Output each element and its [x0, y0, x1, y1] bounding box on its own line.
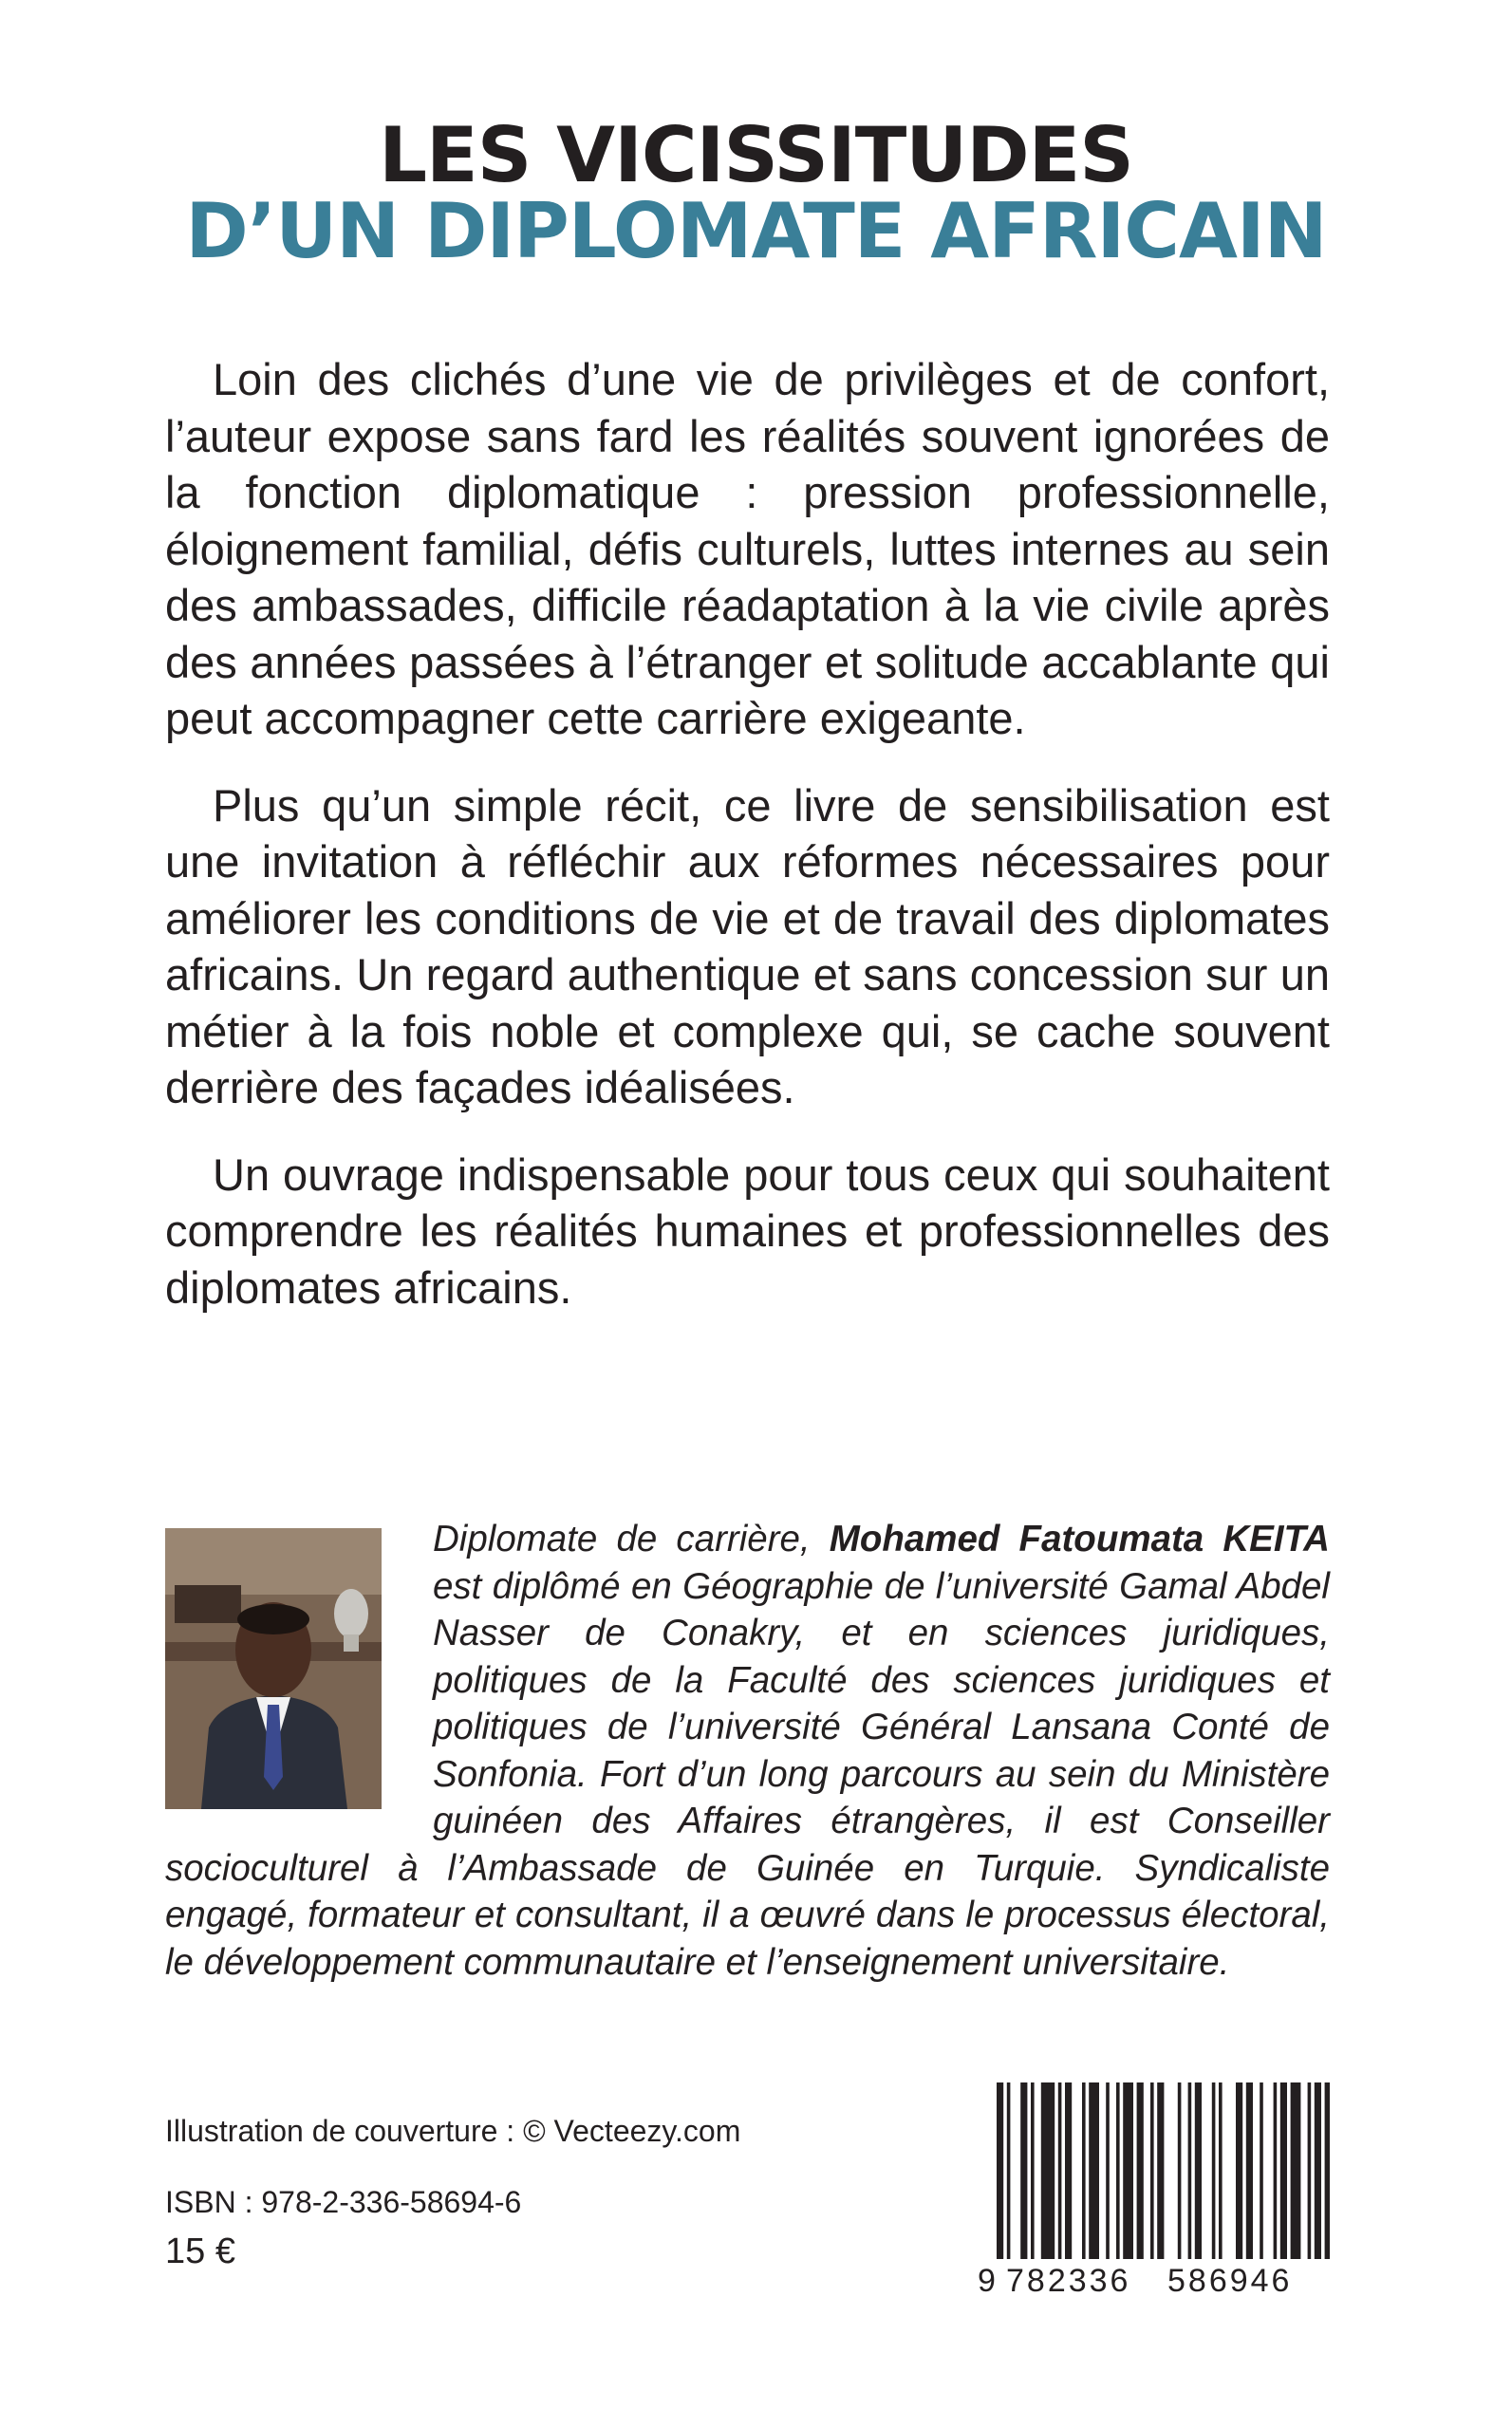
- barcode-bar: [1031, 2082, 1035, 2259]
- barcode-bar: [1041, 2082, 1055, 2259]
- barcode-bar: [1106, 2082, 1110, 2259]
- bio-prefix: Diplomate de carrière,: [433, 1519, 811, 1559]
- barcode-digits-right: 586946: [1167, 2263, 1293, 2299]
- isbn-barcode: [978, 2081, 1330, 2299]
- bio-text: est diplômé en Géographie de l’université Gamal Abdel Nasser de Conakry, et en sciences juridiques, politiques de la Faculté des sciences juridiques et politiques de l’université Général Lansana Conté de Sonfonia. Fort d’un long parcours au sein du Ministère guinéen des Affaires étrangères, il est Conseiller socioculturel à l’Ambassade de Guinée en Turquie. Syndicaliste engagé, formateur et consultant, il a œuvré dans le processus électoral, le développement communautaire et l’enseignement universitaire.: [165, 1565, 1330, 1983]
- barcode-bar: [1246, 2082, 1253, 2259]
- barcode-bar: [1236, 2082, 1242, 2259]
- blurb-paragraph-2: Plus qu’un simple récit, ce livre de sensibilisation est une invitation à réfléchir aux réformes nécessaires pour améliorer les conditions de vie et de travail des diplomates africains. Un regard authentique et sans concession sur un métier à la fois noble et complexe qui, se cache souvent derrière des façades idéalisées.: [165, 779, 1330, 1112]
- blurb-paragraph-3: Un ouvrage indispensable pour tous ceux qui souhaitent comprendre les réalités humaines et professionnelles des diplomates africains.: [165, 1148, 1330, 1313]
- author-bio: [165, 1516, 1330, 1986]
- isbn: ISBN : 978-2-336-58694-6: [165, 2185, 522, 2219]
- barcode-bar: [1058, 2082, 1062, 2259]
- barcode-bar: [1020, 2082, 1027, 2259]
- photo-spacer: [165, 1516, 433, 1843]
- barcode-bar: [1178, 2082, 1182, 2259]
- barcode-bar: [1123, 2082, 1133, 2259]
- blurb-paragraph-1: Loin des clichés d’une vie de privilèges et de confort, l’auteur expose sans fard les réalités souvent ignorées de la fonction diplomatique : pression professionnelle, éloignement familial, défis culturels, luttes internes au sein des ambassades, difficile réadaptation à la vie civile après des années passées à l’étranger et solitude accablante qui peut accompagner cette carrière exigeante.: [165, 354, 1330, 743]
- barcode-bar: [1150, 2082, 1154, 2259]
- barcode-bar: [1089, 2082, 1099, 2259]
- back-cover-blurb: [165, 351, 1330, 1346]
- title-line-1: LES VICISSITUDES: [379, 111, 1133, 199]
- barcode-bar: [1188, 2082, 1192, 2259]
- author-name: Mohamed Fatoumata KEITA: [829, 1519, 1330, 1559]
- cover-illustration-credit: Illustration de couverture : © Vecteezy.com: [165, 2114, 741, 2148]
- barcode-bar: [1325, 2082, 1330, 2259]
- barcode-bar: [1082, 2082, 1086, 2259]
- title-line-2: D’UN DIPLOMATE AFRICAIN: [185, 187, 1327, 275]
- barcode-digits-left: 782336: [1006, 2263, 1131, 2299]
- barcode-bar: [1212, 2082, 1216, 2259]
- barcode-bar: [1315, 2082, 1321, 2259]
- barcode-bar: [997, 2082, 1003, 2259]
- barcode-bar: [1308, 2082, 1312, 2259]
- barcode-bar: [1219, 2082, 1223, 2259]
- barcode-bar: [1280, 2082, 1287, 2259]
- barcode-bar: [1116, 2082, 1120, 2259]
- barcode-bar: [1260, 2082, 1263, 2259]
- barcode-bar: [1157, 2082, 1164, 2259]
- price: 15 €: [165, 2232, 235, 2271]
- barcode-first-digit: 9: [978, 2263, 996, 2299]
- barcode-bar: [1274, 2082, 1278, 2259]
- barcode-bar: [1065, 2082, 1072, 2259]
- barcode-graphic: [978, 2081, 1330, 2299]
- barcode-bar: [1195, 2082, 1202, 2259]
- barcode-bar: [1291, 2082, 1301, 2259]
- barcode-bar: [1007, 2082, 1011, 2259]
- barcode-bar: [1137, 2082, 1144, 2259]
